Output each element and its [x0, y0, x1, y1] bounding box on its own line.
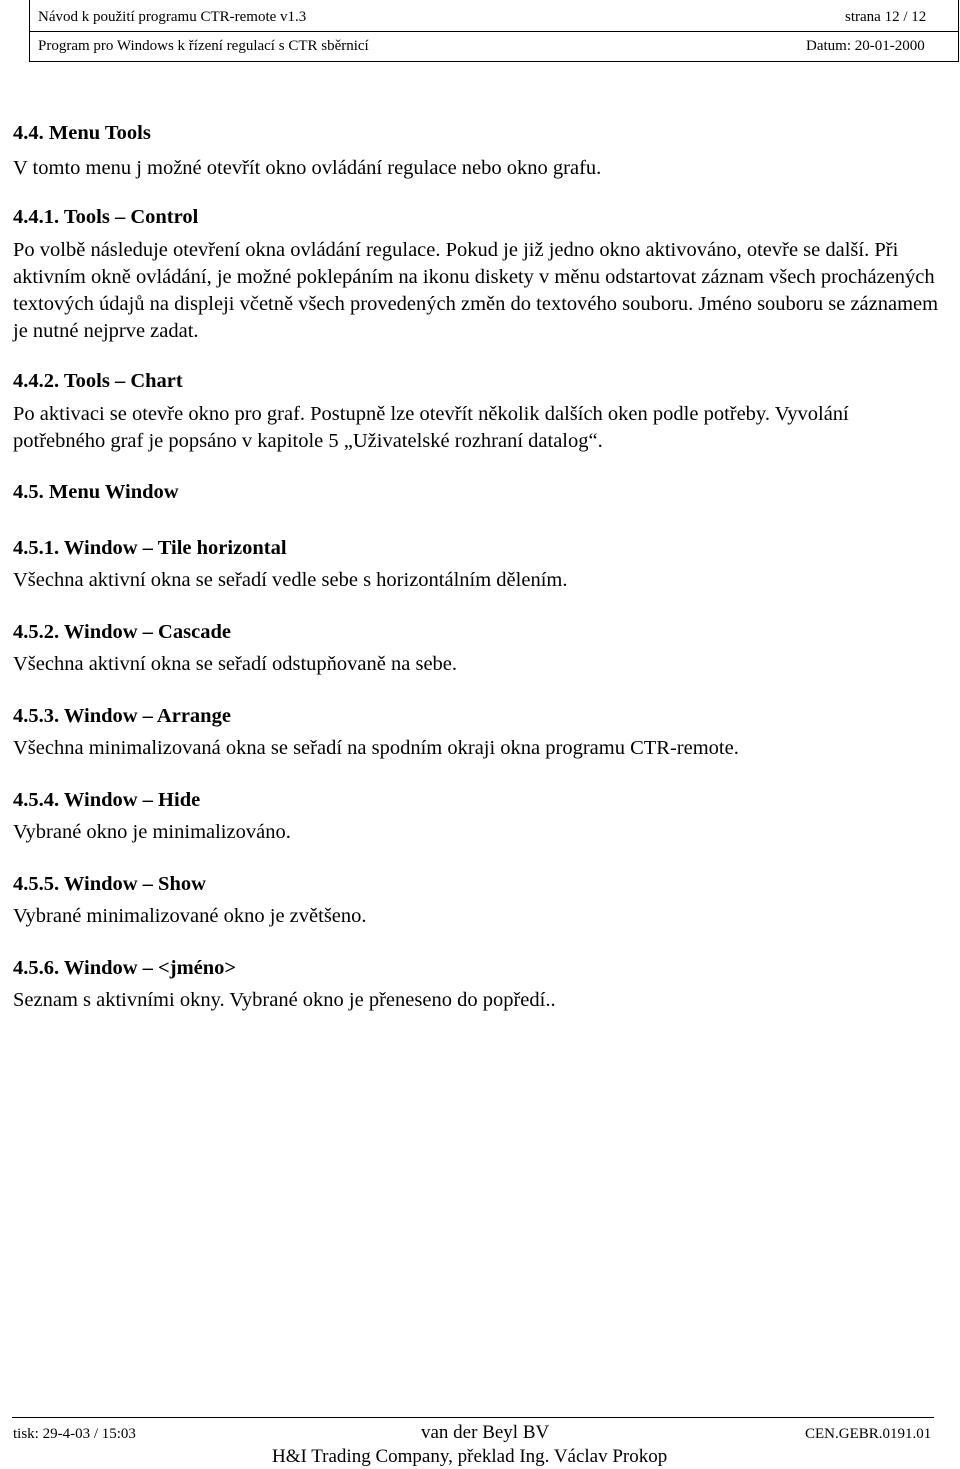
- footer-divider: [12, 1417, 934, 1418]
- section-heading-4-5-4: 4.5.4. Window – Hide: [13, 789, 201, 811]
- footer-company: van der Beyl BV: [421, 1422, 550, 1443]
- section-heading-4-5: 4.5. Menu Window: [13, 481, 179, 503]
- section-text-4-4: V tomto menu j možné otevřít okno ovládání regulace nebo okno grafu.: [13, 157, 602, 179]
- section-text-4-5-2: Všechna aktivní okna se seřadí odstupňovaně na sebe.: [13, 653, 458, 675]
- footer-translator: H&I Trading Company, překlad Ing. Václav Prokop: [272, 1446, 668, 1467]
- section-text-4-5-6: Seznam s aktivními okny. Vybrané okno je přeneseno do popředí..: [13, 989, 556, 1011]
- section-text-4-5-5: Vybrané minimalizované okno je zvětšeno.: [13, 905, 367, 927]
- section-heading-4-5-6: 4.5.6. Window – <jméno>: [13, 957, 237, 979]
- section-text-4-4-1: Po volbě následuje otevření okna ovládání regulace. Pokud je již jedno okno aktivováno, otevře se další. Při aktivním okně ovládání, je možné poklepáním na ikonu diskety v měnu odstartovat záznam všech procházených textových údajů na displeji včetně všech provedených změn do textového souboru. Jméno souboru se záznamem je nutné nejprve zadat.: [13, 239, 939, 342]
- header-divider: [30, 31, 958, 32]
- section-heading-4-5-2: 4.5.2. Window – Cascade: [13, 621, 231, 643]
- section-heading-4-5-1: 4.5.1. Window – Tile horizontal: [13, 537, 287, 559]
- header-date: Datum: 20-01-2000: [806, 38, 925, 54]
- section-text-4-4-2: Po aktivaci se otevře okno pro graf. Postupně lze otevřít několik dalších oken podle potřeby. Vyvolání potřebného graf je popsáno v kapitole 5 „Uživatelské rozhraní datalog“.: [13, 403, 849, 452]
- footer-document-code: CEN.GEBR.0191.01: [805, 1426, 932, 1442]
- header-document-title: Návod k použití programu CTR-remote v1.3: [38, 9, 307, 25]
- section-text-4-5-1: Všechna aktivní okna se seřadí vedle sebe s horizontálním dělením.: [13, 569, 568, 591]
- header-page-number: strana 12 / 12: [845, 9, 927, 25]
- footer-print-date: tisk: 29-4-03 / 15:03: [13, 1426, 136, 1442]
- section-heading-4-5-5: 4.5.5. Window – Show: [13, 873, 206, 895]
- section-text-4-5-3: Všechna minimalizovaná okna se seřadí na spodním okraji okna programu CTR-remote.: [13, 737, 739, 759]
- section-heading-4-4-2: 4.4.2. Tools – Chart: [13, 370, 183, 392]
- section-heading-4-5-3: 4.5.3. Window – Arrange: [13, 705, 231, 727]
- section-text-4-5-4: Vybrané okno je minimalizováno.: [13, 821, 291, 843]
- section-heading-4-4-1: 4.4.1. Tools – Control: [13, 206, 199, 228]
- section-heading-4-4: 4.4. Menu Tools: [13, 122, 151, 144]
- header-subtitle: Program pro Windows k řízení regulací s CTR sběrnicí: [38, 38, 369, 54]
